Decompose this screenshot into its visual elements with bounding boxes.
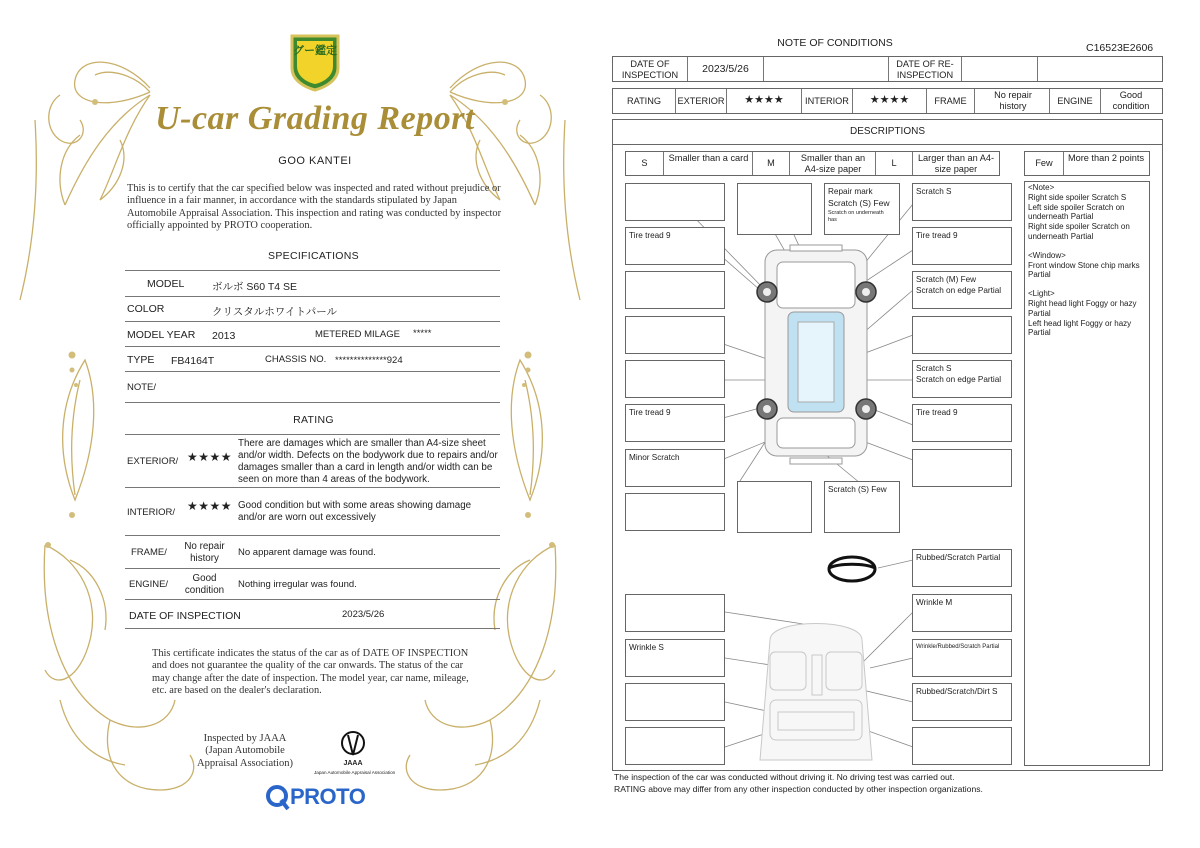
condition-box	[912, 594, 1012, 632]
condition-box	[912, 727, 1012, 765]
car-interior-view	[760, 624, 872, 761]
model-value: ボルボ S60 T4 SE	[212, 281, 298, 293]
interior-stars: ★★★★	[869, 94, 910, 106]
note-item: Front window Stone chip marks Partial	[1028, 260, 1140, 280]
rating-label: RATING	[626, 96, 662, 106]
type-value: FB4164T	[171, 355, 215, 367]
repair-title: Repair mark	[828, 187, 873, 196]
condition-box	[912, 449, 1012, 487]
interior-stars: ★★★★	[187, 499, 233, 513]
condition-box	[625, 227, 725, 265]
condition-box	[625, 360, 725, 398]
interior-label: INTERIOR	[805, 96, 849, 106]
condition-label: Tire tread 9	[629, 408, 671, 417]
note-item: Left head light Foggy or hazy Partial	[1028, 318, 1132, 338]
light-tag: <Light>	[1028, 289, 1055, 299]
interior-description: Good condition but with some areas showing damage and/or are worn out excessively	[238, 500, 472, 523]
legend-l-desc: Larger than an A4-size paper	[917, 153, 995, 174]
condition-label: Tire tread 9	[916, 231, 958, 240]
exterior-stars: ★★★★	[744, 94, 784, 106]
frame-value: No repair history	[994, 90, 1032, 111]
condition-box	[625, 404, 725, 442]
inspected-by: Inspected by JAAA (Japan Automobile Appraisal Association)	[197, 733, 293, 769]
footer-note: The inspection of the car was conducted without driving it. No driving test was carried out.	[614, 772, 955, 782]
mileage-value: *****	[413, 328, 432, 339]
exterior-label: EXTERIOR/	[127, 456, 179, 467]
mileage-label: METERED MILAGE	[315, 329, 400, 340]
condition-label: Minor Scratch	[629, 453, 680, 462]
condition-label: Scratch (M) Few	[916, 275, 977, 284]
engine-label: ENGINE	[1057, 96, 1093, 106]
frame-description: No apparent damage was found.	[238, 547, 376, 558]
condition-box	[912, 360, 1012, 398]
report-subtitle: GOO KANTEI	[278, 155, 352, 167]
legend-s: S	[641, 158, 648, 168]
exterior-stars: ★★★★	[187, 450, 233, 464]
note-tag: <Note>	[1028, 183, 1055, 192]
model-year-label: MODEL YEAR	[127, 329, 196, 341]
date-label: DATE OF INSPECTION	[621, 59, 679, 80]
condition-label: Tire tread 9	[629, 231, 671, 240]
date-value: 2023/5/26	[702, 63, 749, 75]
condition-box	[625, 493, 725, 531]
condition-box	[912, 183, 1012, 221]
condition-box	[625, 594, 725, 632]
report-title: U-car Grading Report	[155, 100, 475, 137]
interior-label: INTERIOR/	[127, 507, 176, 518]
condition-box	[912, 271, 1012, 309]
chassis-value: **************924	[335, 355, 403, 366]
condition-box	[625, 727, 725, 765]
condition-box	[737, 183, 812, 235]
condition-label: Rubbed/Scratch Partial	[916, 553, 1001, 562]
legend-s-desc: Smaller than a card	[668, 153, 749, 163]
proto-logo-text: PROTO	[290, 784, 366, 809]
color-value: クリスタルホワイトパール	[212, 306, 338, 318]
condition-box	[625, 683, 725, 721]
condition-label: Rubbed/Scratch/Dirt S	[916, 687, 998, 696]
chassis-label: CHASSIS NO.	[265, 354, 327, 365]
certificate-disclaimer: This certificate indicates the status of the car as of DATE OF INSPECTION and does not guarantee the quality of the car onwards. The status of the car may change after the date of inspection. The model year, car name, mileage, etc. are based on the dealer's declaration.	[152, 648, 469, 697]
condition-box	[912, 227, 1012, 265]
logo-text: グー鑑定	[293, 45, 337, 57]
footer-note: RATING above may differ from any other inspection conducted by other inspection organizations.	[614, 784, 983, 794]
descriptions-heading: DESCRIPTIONS	[849, 126, 925, 137]
condition-label: Scratch S	[916, 364, 952, 373]
condition-label: Wrinkle M	[916, 598, 953, 607]
engine-value: Good condition	[184, 573, 225, 596]
legend-few: Few	[1035, 158, 1053, 168]
condition-label: Wrinkle/Rubbed/Scratch Partial	[916, 644, 1000, 650]
note-item: Right side spoiler Scratch on underneath Partial	[1028, 222, 1130, 241]
legend-l: L	[891, 158, 897, 168]
exterior-label: EXTERIOR	[677, 96, 725, 106]
car-top-view	[765, 245, 867, 464]
legend-few-desc: More than 2 points	[1067, 153, 1145, 163]
condition-label: Scratch on edge Partial	[916, 375, 1002, 384]
condition-box	[737, 481, 812, 533]
condition-label: Wrinkle S	[629, 643, 664, 652]
legend-m: M	[767, 158, 775, 168]
repair-note: Scratch on underneath has	[828, 210, 884, 223]
engine-description: Nothing irregular was found.	[238, 579, 357, 590]
exterior-description: There are damages which are smaller than A4-size sheet and/or width. Defects on the bodywork due to repairs and/or damages smaller than a card in length and/or width can be seen on more than 4 areas of the bodywork.	[238, 438, 498, 485]
condition-box	[625, 449, 725, 487]
legend-m-desc: Smaller than an A4-size paper	[800, 153, 866, 174]
frame-value: No repair history	[184, 541, 225, 564]
certification-text: This is to certify that the car specified below was inspected and rated without prejudice or influence in a fair manner, in accordance with the standards stipulated by Japan Automobile Appraisal Association. This inspection and rating was conducted by inspector officially appointed by PROTO cooperation.	[127, 183, 502, 232]
model-year-value: 2013	[212, 330, 236, 342]
condition-box	[625, 183, 725, 221]
note-item: Right head light Foggy or hazy Partial	[1028, 298, 1137, 318]
condition-box	[912, 404, 1012, 442]
rating-heading: RATING	[293, 414, 334, 426]
note-item: Right side spoiler Scratch S	[1028, 192, 1127, 202]
model-label: MODEL	[147, 278, 185, 290]
note-label: NOTE/	[127, 382, 157, 393]
condition-box	[625, 316, 725, 354]
repair-box	[824, 183, 900, 235]
reinspection-label: DATE OF RE-INSPECTION	[896, 59, 954, 80]
specifications-heading: SPECIFICATIONS	[268, 250, 359, 262]
engine-label: ENGINE/	[129, 579, 169, 590]
steering-wheel-icon	[829, 557, 875, 581]
condition-label: Scratch (S) Few	[828, 485, 887, 494]
repair-main: Scratch (S) Few	[828, 198, 890, 208]
condition-label: Scratch on edge Partial	[916, 286, 1002, 295]
jaaa-logo-text: JAAA	[343, 760, 363, 767]
frame-label: FRAME/	[131, 547, 167, 558]
frame-label: FRAME	[934, 96, 967, 106]
condition-box	[912, 316, 1012, 354]
window-tag: <Window>	[1028, 250, 1066, 260]
condition-box	[824, 481, 900, 533]
date-value: 2023/5/26	[342, 609, 385, 620]
date-label: DATE OF INSPECTION	[129, 610, 241, 622]
condition-label: Scratch S	[916, 187, 952, 196]
condition-box	[912, 683, 1012, 721]
color-label: COLOR	[127, 303, 165, 315]
condition-box	[912, 639, 1012, 677]
noc-heading: NOTE OF CONDITIONS	[777, 37, 893, 49]
condition-box	[912, 549, 1012, 587]
report-code: C16523E2606	[1086, 42, 1154, 54]
condition-label: Tire tread 9	[916, 408, 958, 417]
condition-box	[625, 639, 725, 677]
note-item: Left side spoiler Scratch on underneath Partial	[1028, 202, 1125, 222]
engine-value: Good condition	[1112, 90, 1150, 111]
jaaa-logo-sub: Japan Automobile Appraisal Association	[314, 770, 396, 775]
condition-box	[625, 271, 725, 309]
type-label: TYPE	[127, 354, 155, 366]
